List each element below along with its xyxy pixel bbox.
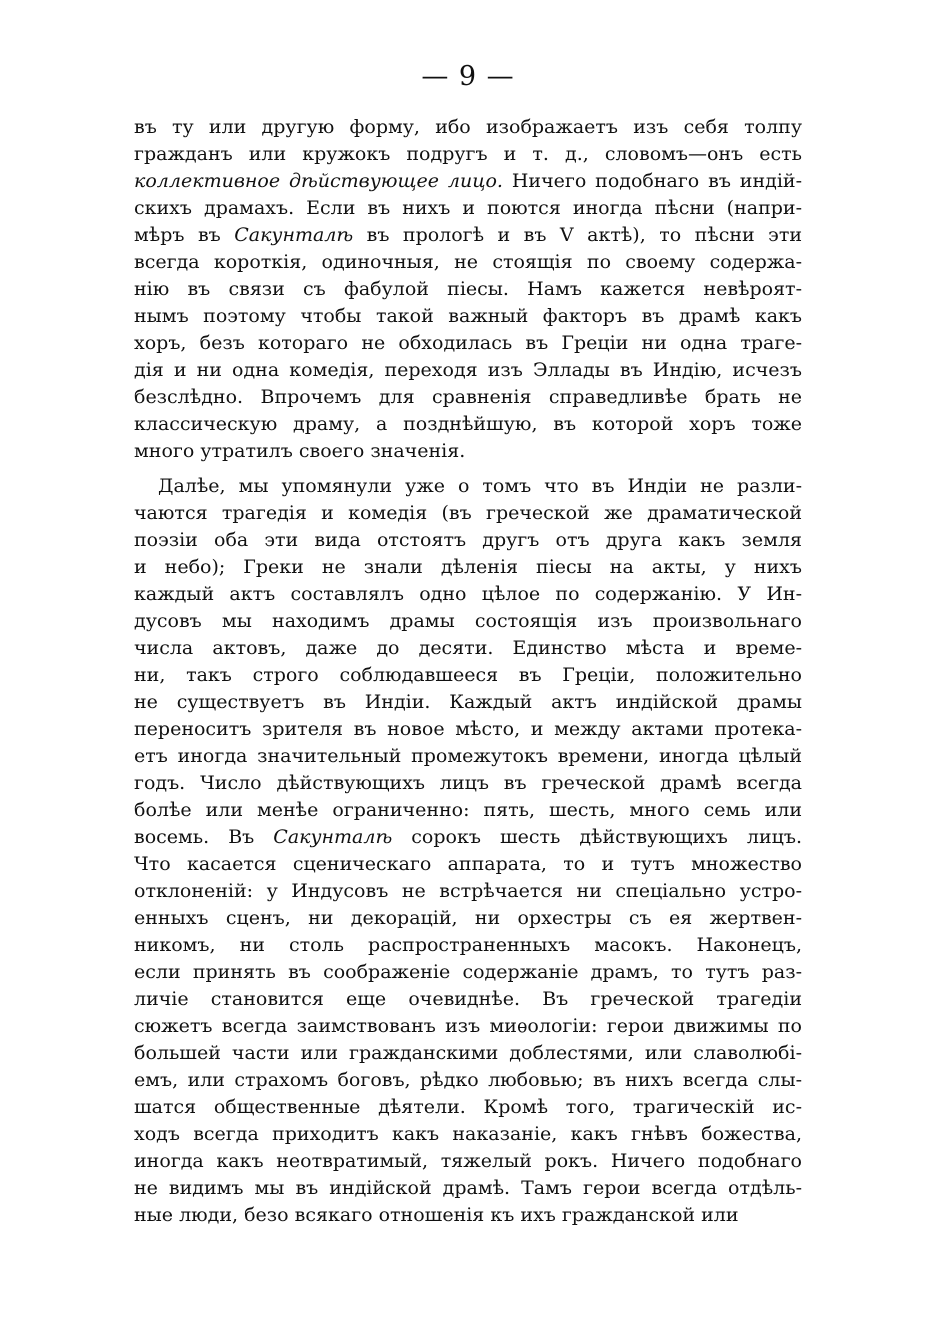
text-run: ходъ всегда приходитъ какъ наказаніе, какъ гнѣвъ божества, — [134, 1123, 802, 1145]
text-run: классическую драму, а позднѣйшую, въ которой хоръ тоже — [134, 413, 802, 435]
text-run: скихъ драмахъ. Если въ нихъ и поются иногда пѣсни (напри- — [134, 197, 802, 219]
body-text — [134, 114, 802, 1229]
text-line — [134, 1202, 802, 1229]
text-line — [134, 330, 802, 357]
text-line — [134, 851, 802, 878]
text-line — [134, 384, 802, 411]
text-run: Ничего подобнаго въ индій- — [502, 170, 802, 192]
text-line — [134, 662, 802, 689]
text-line — [134, 878, 802, 905]
text-run: никомъ, ни столь распространенныхъ масокъ. Наконецъ, — [134, 934, 802, 956]
text-run: ни, такъ строго соблюдавшееся въ Греціи, положительно — [134, 664, 802, 686]
text-run: хоръ, безъ котораго не обходилась въ Греціи ни одна траге- — [134, 332, 802, 354]
text-line — [134, 932, 802, 959]
text-run: Что касается сценическаго аппарата, то и тутъ множество — [134, 853, 802, 875]
text-run: каждый актъ составлялъ одно цѣлое по содержанію. У Ин- — [134, 583, 802, 605]
text-line — [134, 1121, 802, 1148]
text-run: годъ. Число дѣйствующихъ лицъ въ греческой драмѣ всегда — [134, 772, 802, 794]
text-line — [134, 500, 802, 527]
text-run: не видимъ мы въ индійской драмѣ. Тамъ герои всегда отдѣль- — [134, 1177, 802, 1199]
text-run: мѣръ въ — [134, 224, 235, 246]
italic-title: Сакунталѣ — [234, 224, 354, 246]
text-line — [134, 195, 802, 222]
text-line — [134, 581, 802, 608]
text-run: много утратилъ своего значенія. — [134, 440, 466, 462]
text-line — [134, 743, 802, 770]
text-line — [134, 1094, 802, 1121]
text-run: если принять въ соображеніе содержаніе драмъ, то тутъ раз- — [134, 961, 802, 983]
text-line — [134, 1067, 802, 1094]
text-line — [134, 959, 802, 986]
text-line — [134, 168, 802, 195]
text-line — [134, 141, 802, 168]
text-line — [134, 770, 802, 797]
italic-title: Сакунталѣ — [273, 826, 393, 848]
text-line — [134, 689, 802, 716]
text-run: ные люди, безо всякаго отношенія къ ихъ гражданской или — [134, 1204, 739, 1226]
text-line — [134, 303, 802, 330]
text-line — [134, 527, 802, 554]
text-run: дія и ни одна комедія, переходя изъ Эллады въ Индію, исчезъ — [134, 359, 802, 381]
text-run: въ ту или другую форму, ибо изображаетъ изъ себя толпу — [134, 116, 802, 138]
text-run: дусовъ мы находимъ драмы состоящія изъ произвольнаго — [134, 610, 802, 632]
text-line — [134, 986, 802, 1013]
text-line — [134, 797, 802, 824]
text-line — [134, 114, 802, 141]
page-number: — 9 — — [421, 61, 515, 92]
text-run: отклоненій: у Индусовъ не встрѣчается ни спеціально устро- — [134, 880, 802, 902]
text-run: безслѣдно. Впрочемъ для сравненія справедливѣе брать не — [134, 386, 802, 408]
paragraph — [134, 473, 802, 1229]
text-line — [134, 1013, 802, 1040]
text-run: нымъ поэтому чтобы такой важный факторъ въ драмѣ какъ — [134, 305, 802, 327]
text-run: не существуетъ въ Индіи. Каждый актъ индійской драмы — [134, 691, 802, 713]
text-line — [134, 473, 802, 500]
text-line — [134, 635, 802, 662]
text-run: нію въ связи съ фабулой піесы. Намъ кажется невѣроят- — [134, 278, 802, 300]
text-run: поэзіи оба эти вида отстоятъ другъ отъ друга какъ земля — [134, 529, 802, 551]
text-run: болѣе или менѣе ограниченно: пять, шесть, много семь или — [134, 799, 802, 821]
text-line — [134, 1040, 802, 1067]
text-run: сюжетъ всегда заимствованъ изъ миѳологіи: герои движимы по — [134, 1015, 802, 1037]
text-run: всегда короткія, одиночныя, не стоящія по своему содержа- — [134, 251, 802, 273]
italic-title: коллективное дѣйствующее лицо. — [134, 170, 503, 192]
text-line — [134, 276, 802, 303]
text-run: числа актовъ, даже до десяти. Единство мѣста и време- — [134, 637, 802, 659]
text-line — [134, 357, 802, 384]
text-run: восемь. Въ — [134, 826, 274, 848]
text-run: и небо); Греки не знали дѣленія піесы на акты, у нихъ — [134, 556, 802, 578]
text-run: личіе становится еще очевиднѣе. Въ греческой трагедіи — [134, 988, 802, 1010]
text-line — [134, 1148, 802, 1175]
text-line — [134, 1175, 802, 1202]
text-run: емъ, или страхомъ боговъ, рѣдко любовью; въ нихъ всегда слы- — [134, 1069, 802, 1091]
paragraph — [134, 114, 802, 465]
text-run: гражданъ или кружокъ подругъ и т. д., словомъ—онъ есть — [134, 143, 802, 165]
text-run: Далѣе, мы упомянули уже о томъ что въ Индіи не разли- — [158, 475, 802, 497]
text-line — [134, 554, 802, 581]
text-line — [134, 824, 802, 851]
text-line — [134, 222, 802, 249]
text-line — [134, 905, 802, 932]
text-run: иногда какъ неотвратимый, тяжелый рокъ. Ничего подобнаго — [134, 1150, 802, 1172]
paragraph-gap — [134, 465, 802, 473]
text-run: въ прологѣ и въ V актѣ), то пѣсни эти — [353, 224, 802, 246]
text-line — [134, 716, 802, 743]
text-run: етъ иногда значительный промежутокъ времени, иногда цѣлый — [134, 745, 802, 767]
text-run: большей части или гражданскими доблестями, или славолюбі- — [134, 1042, 802, 1064]
text-line — [134, 411, 802, 438]
text-run: шатся общественные дѣятели. Кромѣ того, трагическій ис- — [134, 1096, 802, 1118]
text-line — [134, 608, 802, 635]
text-run: енныхъ сценъ, ни декорацій, ни орхестры съ ея жертвен- — [134, 907, 802, 929]
text-line — [134, 249, 802, 276]
text-line — [134, 438, 802, 465]
text-run: переноситъ зрителя въ новое мѣсто, и между актами протека- — [134, 718, 802, 740]
text-run: сорокъ шесть дѣйствующихъ лицъ. — [392, 826, 802, 848]
text-run: чаются трагедія и комедія (въ греческой же драматической — [134, 502, 802, 524]
